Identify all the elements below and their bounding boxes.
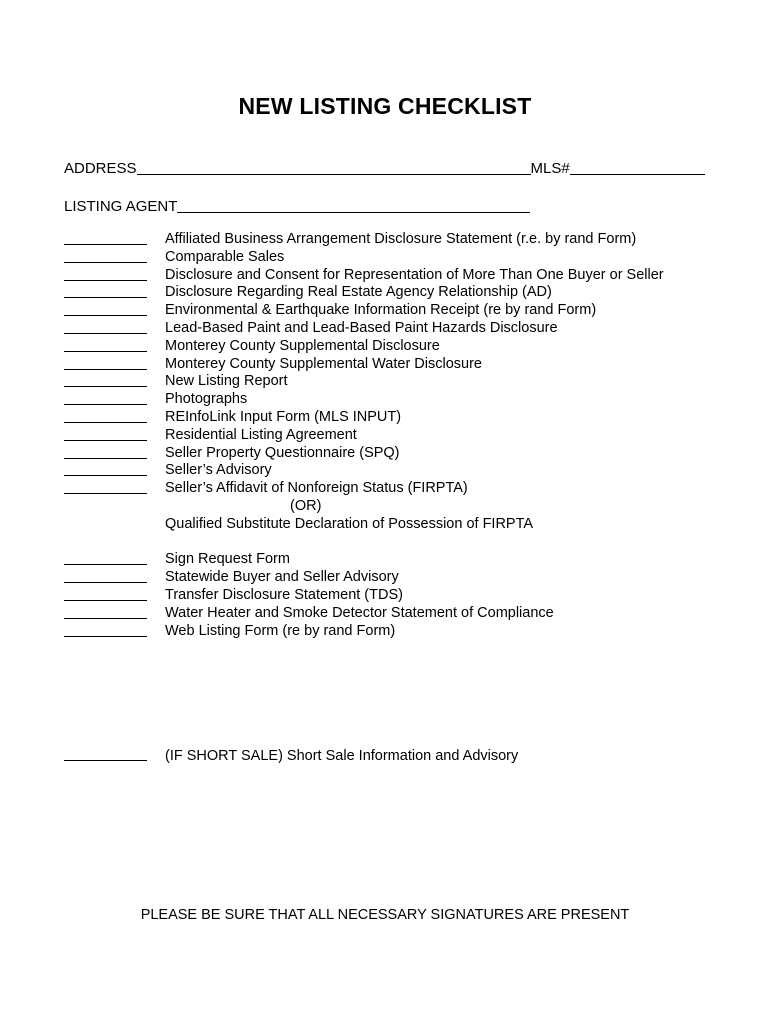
check-blank[interactable] [64, 244, 147, 245]
checklist-item: REInfoLink Input Form (MLS INPUT) [64, 409, 744, 427]
check-blank[interactable] [64, 262, 147, 263]
checklist-item: Lead-Based Paint and Lead-Based Paint Hazards Disclosure [64, 320, 744, 338]
listing-agent-row [64, 197, 530, 215]
listing-agent-field[interactable] [177, 198, 530, 213]
checklist-item: Residential Listing Agreement [64, 427, 744, 445]
checklist [64, 231, 744, 640]
checklist-item: Affiliated Business Arrangement Disclosure Statement (r.e. by rand Form) [64, 231, 744, 249]
checklist-item: Seller’s Advisory [64, 462, 744, 480]
checklist-item: Environmental & Earthquake Information Receipt (re by rand Form) [64, 302, 744, 320]
spacer [64, 534, 744, 552]
checklist-item: Transfer Disclosure Statement (TDS) [64, 587, 744, 605]
checklist-item: New Listing Report [64, 373, 744, 391]
check-blank[interactable] [64, 404, 147, 405]
checklist-item: Seller’s Affidavit of Nonforeign Status (FIRPTA) [64, 480, 744, 498]
check-blank[interactable] [64, 333, 147, 334]
checklist-item: Disclosure Regarding Real Estate Agency Relationship (AD) [64, 284, 744, 302]
address-label: ADDRESS [64, 160, 137, 177]
signature-reminder: PLEASE BE SURE THAT ALL NECESSARY SIGNATURES ARE PRESENT [140, 907, 630, 923]
address-row [64, 159, 705, 177]
check-blank[interactable] [64, 618, 147, 619]
short-sale-item: (IF SHORT SALE) Short Sale Information and Advisory [64, 747, 744, 765]
check-blank[interactable] [64, 582, 147, 583]
page-title: NEW LISTING CHECKLIST [238, 93, 532, 119]
checklist-item: Web Listing Form (re by rand Form) [64, 623, 744, 641]
check-blank[interactable] [64, 297, 147, 298]
checklist-item: Seller Property Questionnaire (SPQ) [64, 445, 744, 463]
checklist-alt-item: Qualified Substitute Declaration of Possession of FIRPTA [165, 515, 534, 532]
check-blank[interactable] [64, 475, 147, 476]
check-blank[interactable] [64, 440, 147, 441]
check-blank[interactable] [64, 600, 147, 601]
checklist-item: Sign Request Form [64, 551, 744, 569]
check-blank[interactable] [64, 351, 147, 352]
checklist-item: Photographs [64, 391, 744, 409]
or-separator: (OR) [290, 497, 322, 514]
checklist-item: Disclosure and Consent for Representation of More Than One Buyer or Seller [64, 267, 744, 285]
checklist-item: Comparable Sales [64, 249, 744, 267]
check-blank[interactable] [64, 280, 147, 281]
checklist-item: Statewide Buyer and Seller Advisory [64, 569, 744, 587]
check-blank[interactable] [64, 636, 147, 637]
check-blank[interactable] [64, 422, 147, 423]
mls-label: MLS# [530, 160, 570, 177]
check-blank[interactable] [64, 369, 147, 370]
mls-field[interactable] [570, 160, 705, 175]
checklist-item: Monterey County Supplemental Water Disclosure [64, 356, 744, 374]
check-blank[interactable] [64, 458, 147, 459]
check-blank[interactable] [64, 564, 147, 565]
check-blank[interactable] [64, 493, 147, 494]
listing-agent-label: LISTING AGENT [64, 198, 178, 215]
check-blank[interactable] [64, 386, 147, 387]
address-field[interactable] [137, 160, 531, 175]
checklist-item: Water Heater and Smoke Detector Statement of Compliance [64, 605, 744, 623]
check-blank[interactable] [64, 315, 147, 316]
checklist-item: Monterey County Supplemental Disclosure [64, 338, 744, 356]
check-blank[interactable] [64, 760, 147, 761]
